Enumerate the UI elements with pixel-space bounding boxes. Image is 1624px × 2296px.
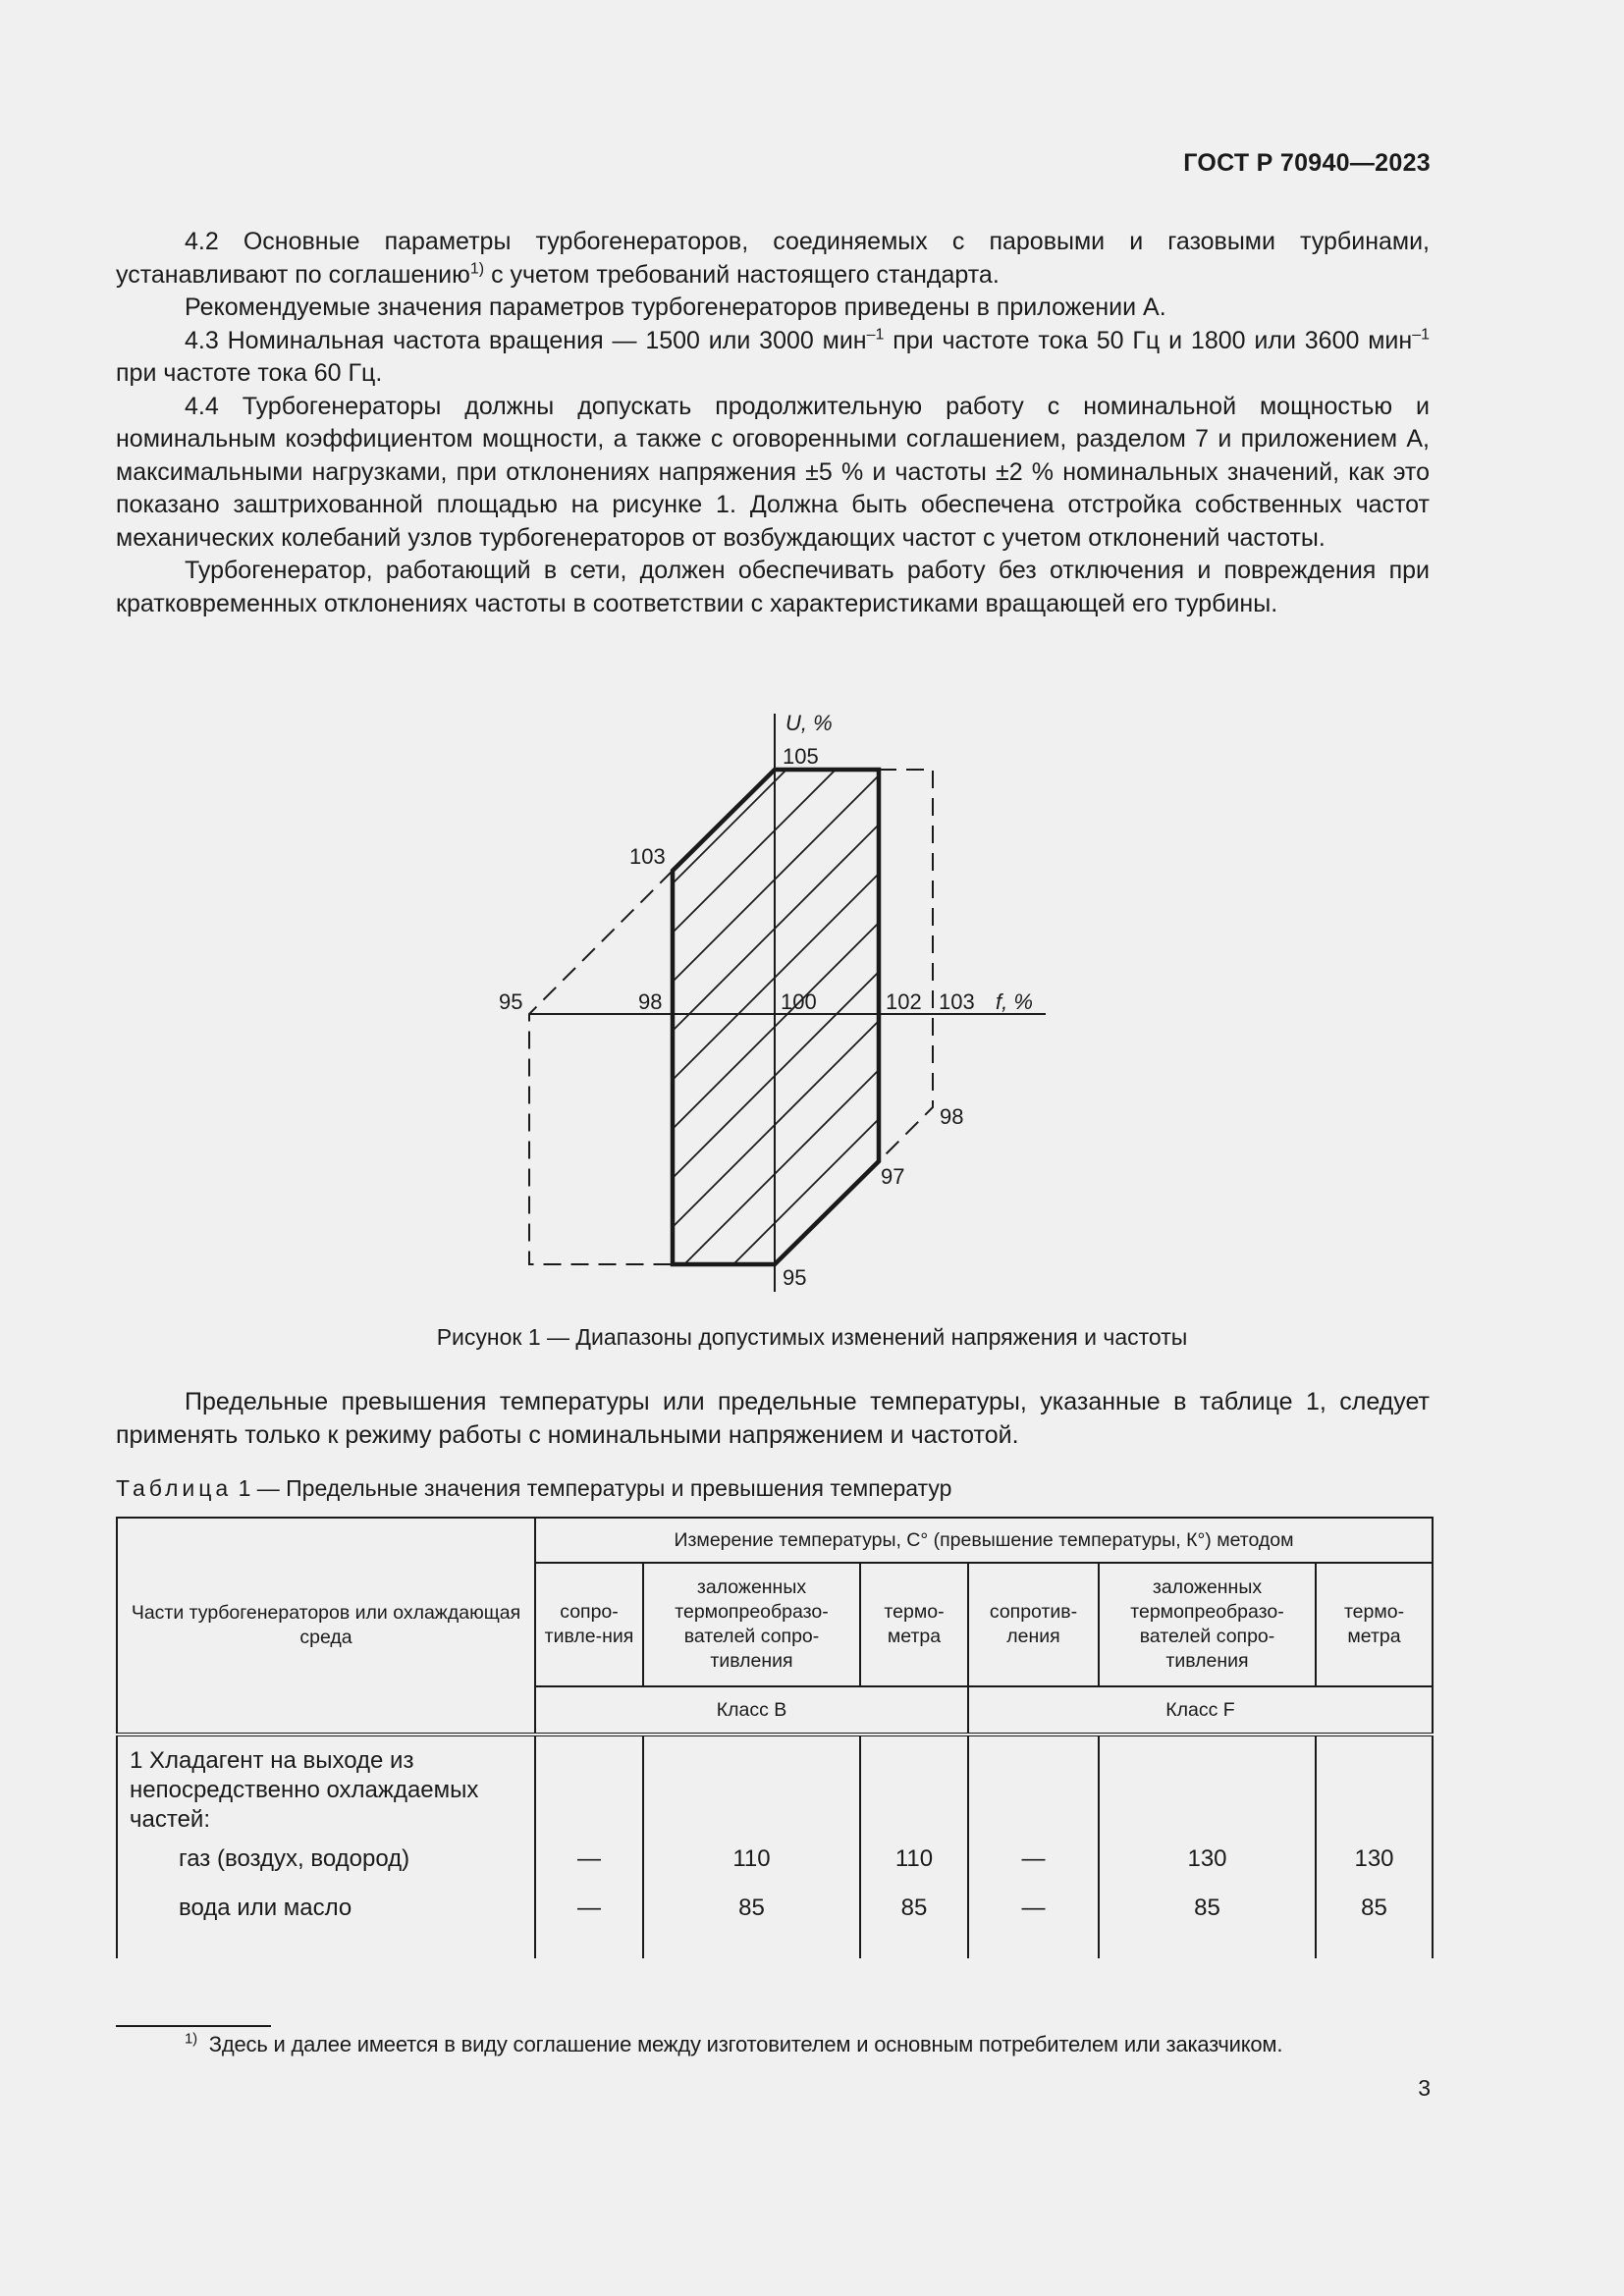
cell-col4: — —	[968, 1735, 1099, 1958]
label-f100: 100	[781, 989, 817, 1014]
paragraph-4-5: Турбогенератор, работающий в сети, должен обеспечивать работу без отключения и повреждения при кратковременных отклонениях частоты в соответствии с характеристиками вращающей его турбины.	[116, 557, 1430, 617]
paragraph-4-2-note: Рекомендуемые значения параметров турбогенераторов приведены в приложении А.	[185, 294, 1166, 321]
label-u103: 103	[629, 844, 666, 869]
body-text-after-figure	[116, 1386, 1430, 1452]
row-parts-cell	[117, 1735, 535, 1958]
paragraph-4-4: 4.4 Турбогенераторы должны допускать продолжительную работу с номинальной мощностью и номинальным коэффициентом мощности, а также с оговоренными соглашением, разделом 7 и приложением А, максимальными нагрузками, при отклонениях напряжения ±5 % и частоты ±2 % номинальных значений, как это показано заштрихованной площадью на рисунке 1. Должна быть обеспечена отстройка собственных частот механических колебаний узлов турбогенераторов от возбуждающих частот с учетом отклонений частоты.	[116, 392, 1430, 552]
cell-col3: 110 85	[860, 1735, 968, 1958]
figure-caption: Рисунок 1 — Диапазоны допустимых изменений напряжения и частоты	[436, 1324, 1188, 1350]
y-axis-label: U, %	[785, 711, 833, 735]
label-f102: 102	[886, 989, 922, 1014]
paragraph-temperature-limits: Предельные превышения температуры или предельные температуры, указанные в таблице 1, следует применять только к режиму работы с номинальными напряжением и частотой.	[116, 1388, 1430, 1449]
label-f95: 95	[499, 989, 523, 1014]
header-method-f-1: сопротив-ления	[968, 1563, 1099, 1686]
label-u97: 97	[881, 1164, 905, 1189]
row-label-water: вода или масло	[179, 1895, 352, 1921]
header-method-f-2: заложенных термопреобразо-вателей сопро-тивления	[1099, 1563, 1316, 1686]
label-u95: 95	[783, 1265, 807, 1290]
header-method-f-3: термо-метра	[1316, 1563, 1433, 1686]
header-method-b-3: термо-метра	[860, 1563, 968, 1686]
paragraph-4-2: 4.2 Основные параметры турбогенераторов, соединяемых с паровыми и газовыми турбинами, устанавливают по соглашению$^{1)}$ с учетом требований настоящего стандарта.	[116, 228, 1430, 289]
hatch-pattern	[574, 344, 1065, 1315]
cell-col1: — —	[535, 1735, 643, 1958]
header-class-f: Класс F	[968, 1686, 1433, 1735]
label-f103: 103	[939, 989, 975, 1014]
row-label-gas: газ (воздух, водород)	[179, 1845, 410, 1872]
header-method-b-2: заложенных термопреобразо-вателей сопро-тивления	[643, 1563, 860, 1686]
footnote-divider	[116, 2025, 271, 2027]
extended-region-outline	[529, 770, 933, 1264]
x-axis-label: f, %	[996, 989, 1033, 1014]
header-class-b: Класс В	[535, 1686, 968, 1735]
footnote-text: Здесь и далее имеется в виду соглашение между изготовителем и основным потребителем или заказчиком.	[208, 2032, 1283, 2056]
cell-col2: 110 85	[643, 1735, 860, 1958]
header-method: Измерение температуры, С° (превышение температуры, К°) методом	[535, 1518, 1433, 1563]
paragraph-4-3: 4.3 Номинальная частота вращения — 1500 или 3000 мин$^{-1}$ при частоте тока 50 Гц и 1800 или 3600 мин$^{-1}$ при частоте тока 60 Гц.	[116, 326, 1430, 387]
table-temperature-limits	[116, 1517, 1434, 1958]
label-u105: 105	[783, 744, 819, 769]
header-method-b-1: сопро-тивле-ния	[535, 1563, 643, 1686]
footnote-ref: 1)	[469, 260, 485, 278]
footnote-mark: 1)	[185, 2030, 197, 2048]
label-f98: 98	[638, 989, 663, 1014]
page-number: 3	[1418, 2075, 1431, 2101]
cell-col6: 130 85	[1316, 1735, 1433, 1958]
label-u98: 98	[940, 1104, 964, 1129]
document-code: ГОСТ Р 70940—2023	[1183, 149, 1431, 177]
row-group-title: 1 Хладагент на выходе из непосредственно охлаждаемых частей:	[130, 1747, 479, 1833]
footnote	[185, 2032, 1282, 2057]
table-caption: Таблица 1 — Предельные значения температуры и превышения температур	[116, 1475, 952, 1501]
table-row	[117, 1735, 1433, 1958]
header-parts: Части турбогенераторов или охлаждающая среда	[117, 1518, 535, 1735]
cell-col5: 130 85	[1099, 1735, 1316, 1958]
